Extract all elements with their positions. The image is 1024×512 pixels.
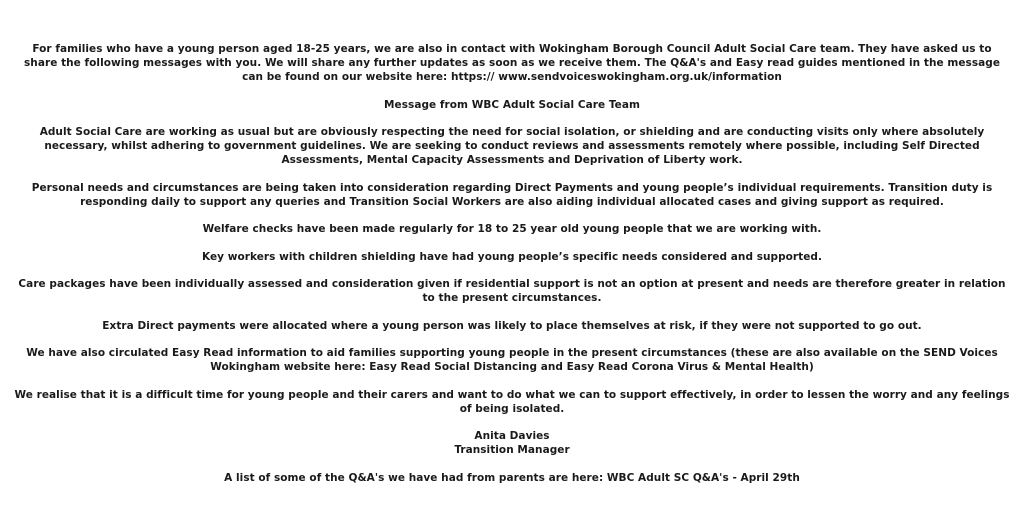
intro-paragraph: For families who have a young person aged 18-25 years, we are also in contact with Wokingham Borough Council Adult Social Care team. They have asked us to share the following messages with you. We will share any further updates as soon as we receive them. The Q&A's and Easy read guides mentioned in the message can be found on our website here: https:// www.sendvoiceswokingham.org.uk/information (24, 43, 1000, 83)
footer-qa-note: A list of some of the Q&A's we have had from parents are here: WBC Adult SC Q&A's - April 29th (224, 471, 800, 484)
paragraph-easy-read: We have also circulated Easy Read information to aid families supporting young people in the present circumstances (these are also available on the SEND Voices Wokingham website here: Easy Read Social Distancing and Easy Read Corona Virus & Mental Health) (26, 347, 998, 373)
paragraph-key-workers: Key workers with children shielding have had young people’s specific needs considered and supported. (201, 250, 823, 263)
paragraph-welfare-checks: Welfare checks have been made regularly for 18 to 25 year old young people that we are working with. (202, 223, 822, 235)
paragraph-difficult-time: We realise that it is a difficult time for young people and their carers and want to do what we can to support effectively, in order to lessen the worry and any feelings of being isolated. (14, 388, 1010, 415)
paragraph-personal-needs: Personal needs and circumstances are being taken into consideration regarding Direct Payments and young people’s individual requirements. Transition duty is responding daily to support any queries and Transition Social Workers are also aiding individual allocated cases and giving support as required. (31, 181, 993, 208)
signature-title: Transition Manager (454, 444, 570, 456)
paragraph-working-as-usual: Adult Social Care are working as usual but are obviously respecting the need for social isolation, or shielding and are conducting visits only where absolutely necessary, whilst adhering to government guidelines. We are seeking to conduct reviews and assessments remotely where possible, including Self Directed Assessments, Mental Capacity Assessments and Deprivation of Liberty work. (39, 126, 985, 166)
signature-name: Anita Davies (474, 430, 550, 442)
message-heading: Message from WBC Adult Social Care Team (384, 98, 640, 111)
paragraph-care-packages: Care packages have been individually assessed and consideration given if residential support is not an option at present and needs are therefore greater in relation to the present circumstances. (18, 278, 1006, 304)
paragraph-direct-payments: Extra Direct payments were allocated where a young person was likely to place themselves at risk, if they were not supported to go out. (102, 319, 922, 332)
